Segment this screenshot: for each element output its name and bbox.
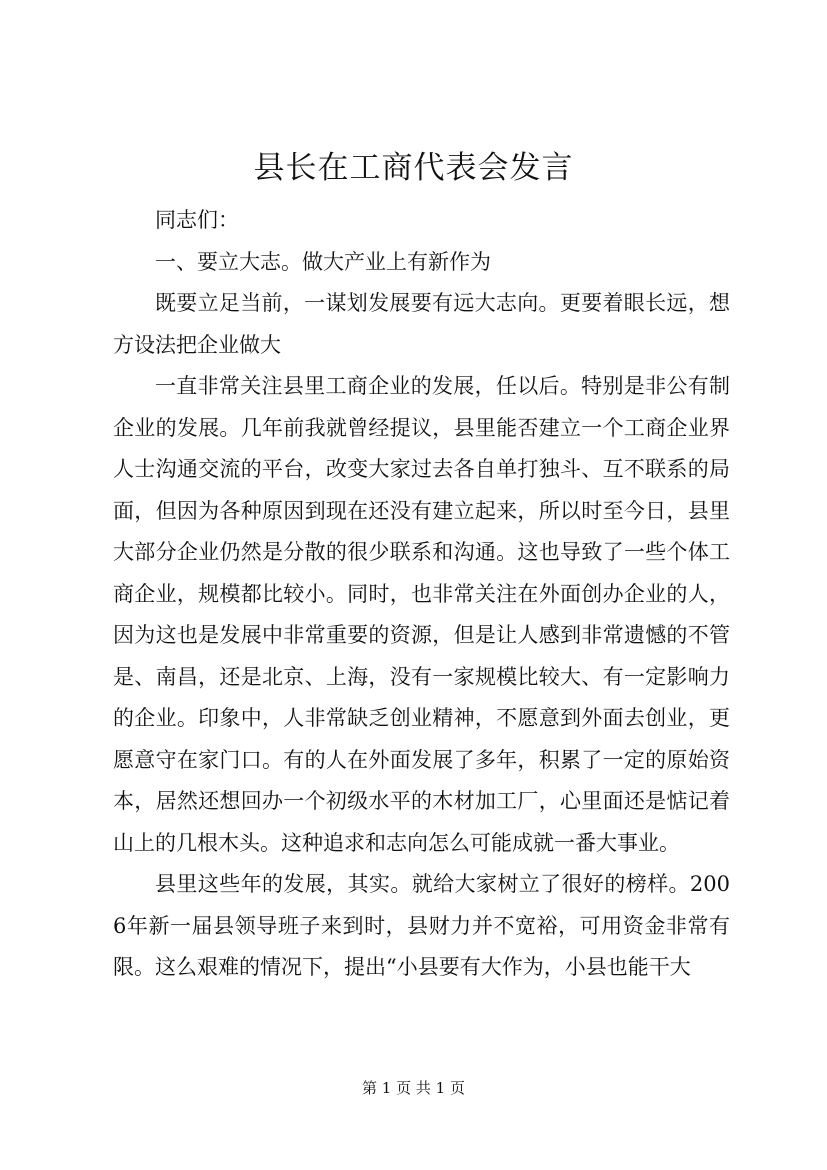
document-title: 县长在工商代表会发言 [253,150,574,186]
body-paragraph: 一直非常关注县里工商企业的发展，任以后。特别是非公有制企业的发展。几年前我就曾经提议，县里能否建立一个工商企业界人士沟通交流的平台，改变大家过去各自单打独斗、互不联系的局面，但因为各种原因到现在还没有建立起来，所以时至今日，县里大部分企业仍然是分散的很少联系和沟通。这也导致了一些个体工商企业，规模都比较小。同时，也非常关注在外面创办企业的人，因为这也是发展中非常重要的资源，但是让人感到非常遗憾的不管是、南昌，还是北京、上海，没有一家规模比较大、有一定影响力的企业。印象中，人非常缺乏创业精神，不愿意到外面去创业，更愿意守在家门口。有的人在外面发展了多年，积累了一定的原始资本，居然还想回办一个初级水平的木材加工厂，心里面还是惦记着山上的几根木头。这种追求和志向怎么可能成就一番大事业。 [113,374,730,855]
page-footer: 第 1 页 共 1 页 [362,1079,465,1097]
salutation-paragraph: 同志们： [155,208,239,232]
document-body [113,200,730,989]
section-heading-paragraph: 一、要立大志。做大产业上有新作为 [155,249,491,274]
body-paragraph: 县里这些年的发展，其实。就给大家树立了很好的榜样。2006年新一届县领导班子来到时，县财力并不宽裕，可用资金非常有限。这么艰难的情况下，提出“小县要有大作为，小县也能干大 [113,872,730,979]
body-paragraph: 既要立足当前，一谋划发展要有远大志向。更要着眼长远，想方设法把企业做大 [113,291,730,357]
